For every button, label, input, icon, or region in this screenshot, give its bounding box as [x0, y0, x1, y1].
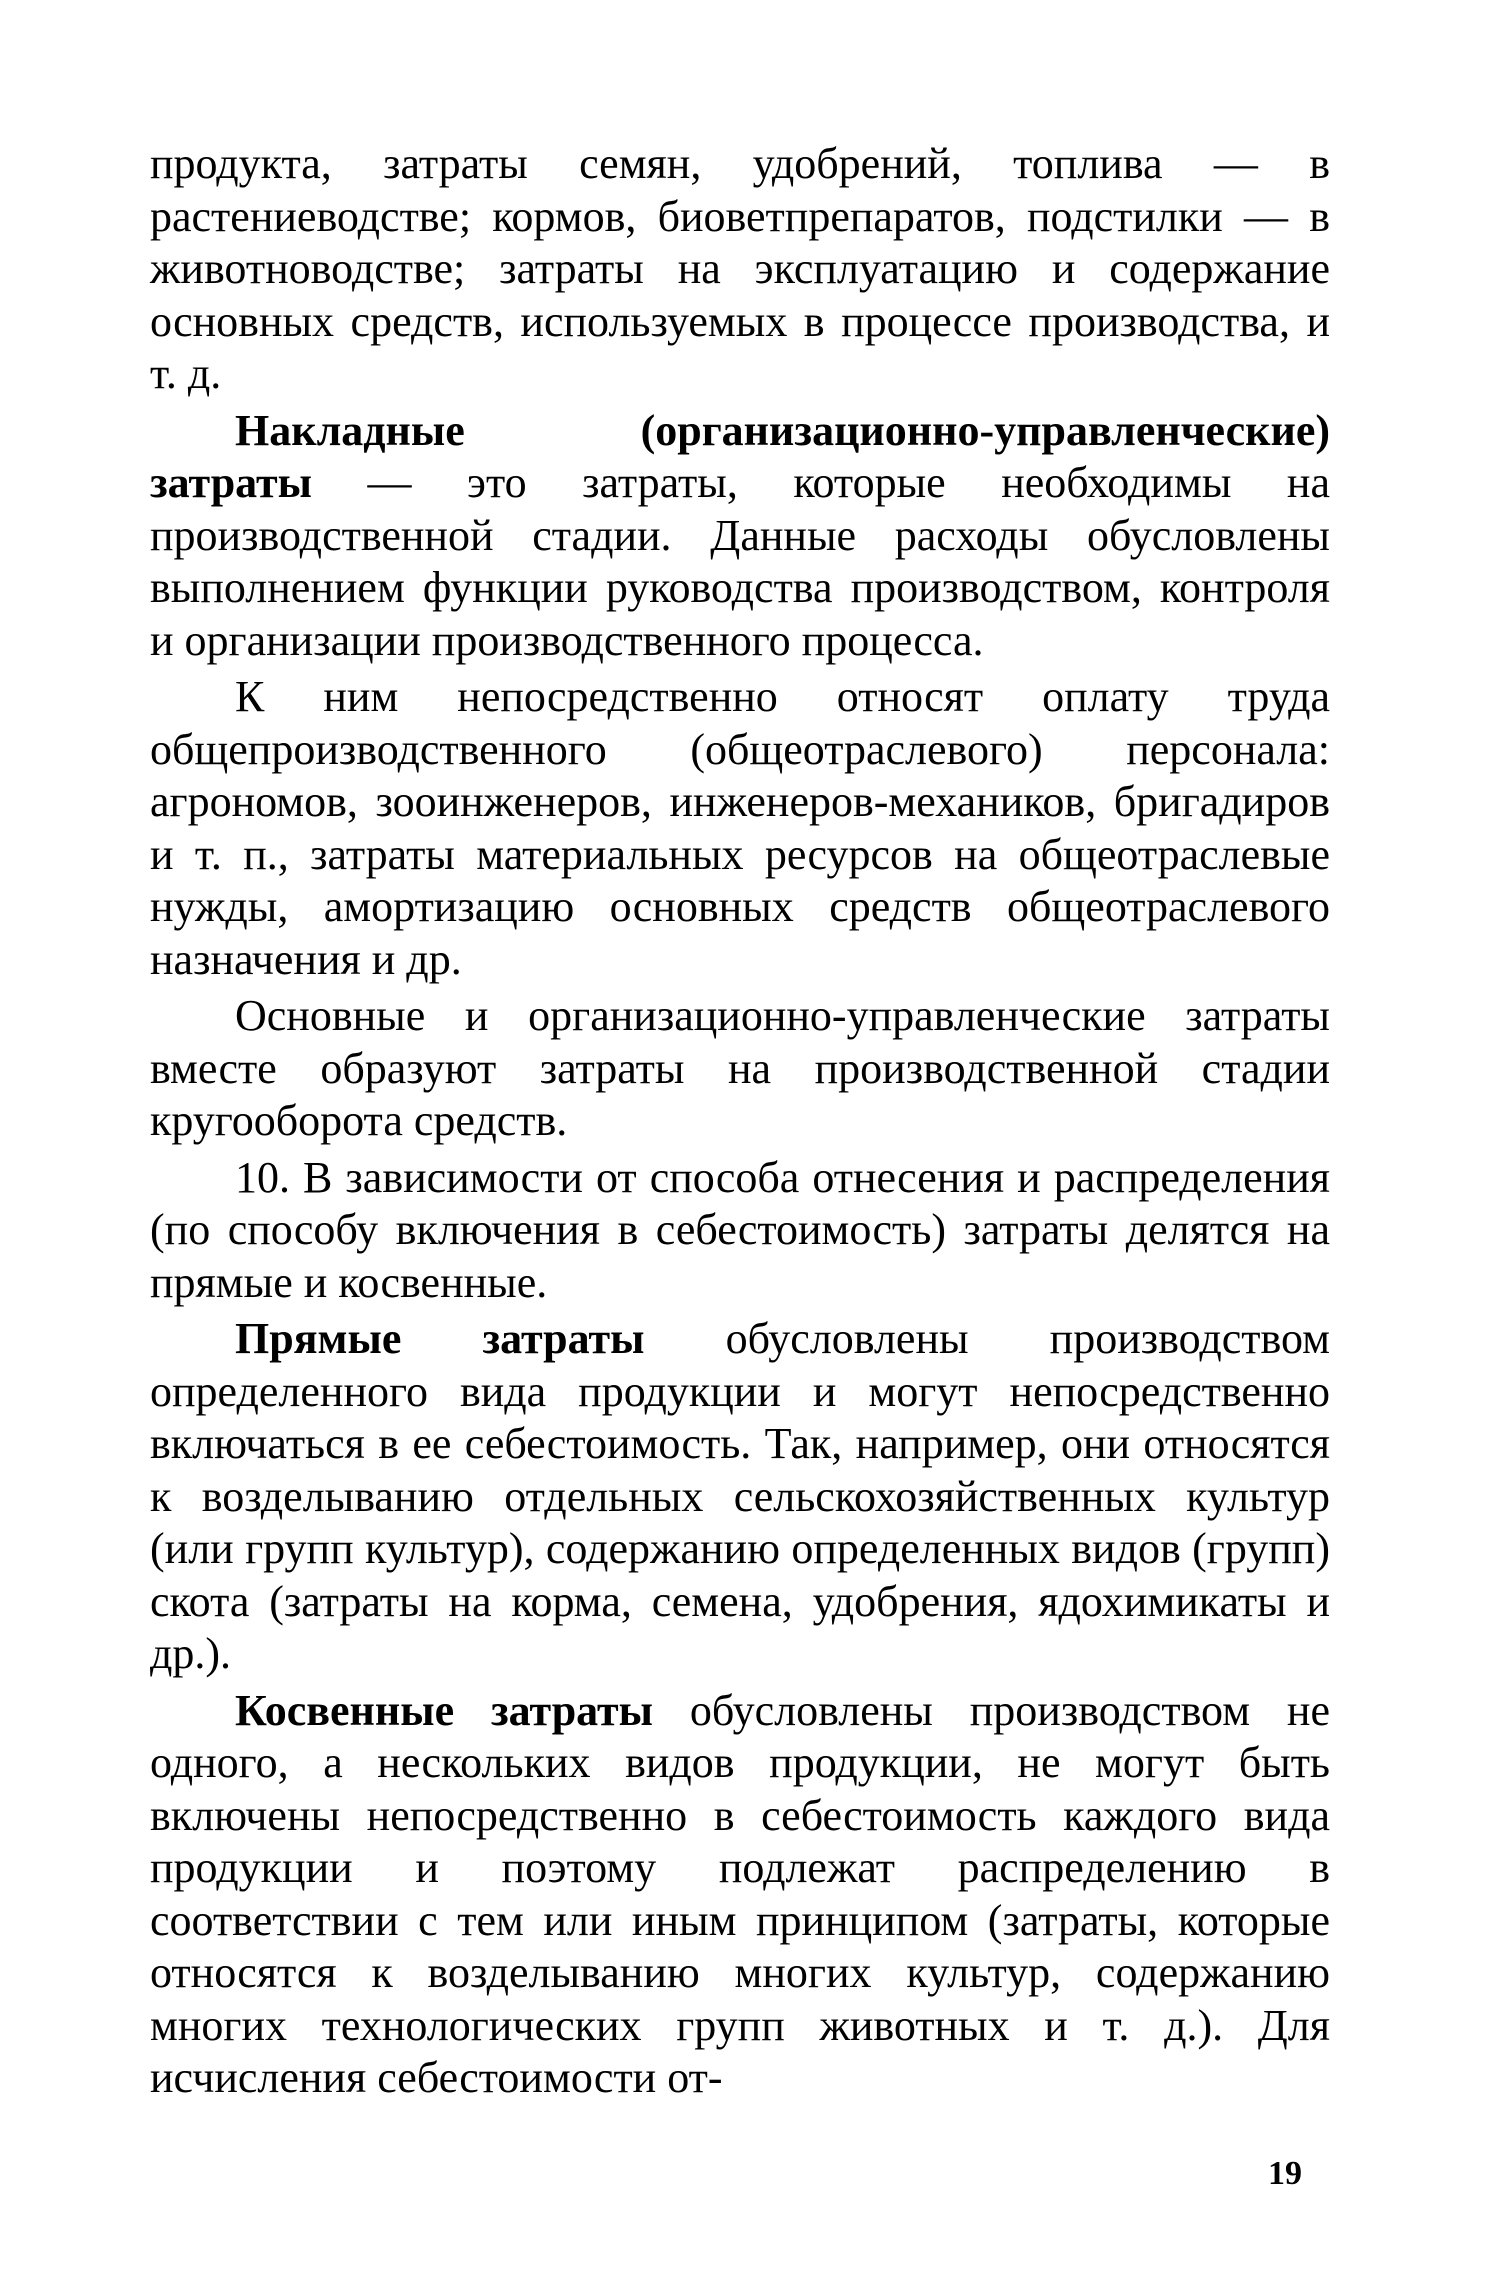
- term-direct-costs: Прямые затраты: [235, 1314, 645, 1363]
- paragraph-classification-10: 10. В зависимости от способа отнесения и распределения (по способу включения в себестоимость) затраты делятся на прямые и косвенные.: [150, 1152, 1330, 1307]
- paragraph-continuation: продукта, затраты семян, удобрений, топлива — в растениеводстве; кормов, биоветпрепаратов, подстилки — в животноводстве; затраты на эксплуатацию и содержание основных средств, используемых в процессе производства, и т. д.: [150, 139, 1330, 398]
- term-overhead-costs: Накладные (организационно-управленческие) затраты: [150, 405, 1330, 507]
- paragraph-direct-costs: [150, 1313, 1330, 1681]
- page-number: 19: [1268, 2155, 1302, 2192]
- paragraph-production-stage: Основные и организационно-управленческие затраты вместе образуют затраты на производственной стадии кругооборота средств.: [150, 991, 1330, 1145]
- paragraph-overhead-costs: [150, 405, 1330, 668]
- paragraph-direct-costs-text: обусловлены производством определенного вида продукции и могут непосредственно включаться в ее себестоимость. Так, например, они относятся к возделыванию отдельных сельскохозяйственных культур (или групп культур), содержанию определенных видов (групп) скота (затраты на корма, семена, удобрения, ядохимикаты и др.).: [150, 1314, 1330, 1678]
- page-body: [150, 138, 1330, 2105]
- paragraph-indirect-costs-text: обусловлены производством не одного, а нескольких видов продукции, не могут быть включены непосредственно в себестоимость каждого вида продукции и поэтому подлежат распределению в соответствии с тем или иным принципом (затраты, которые относятся к возделыванию многих культур, содержанию многих технологических групп животных и т. д.). Для исчисления себестоимости от-: [150, 1685, 1330, 2102]
- paragraph-indirect-costs: [150, 1685, 1330, 2105]
- paragraph-overhead-composition: К ним непосредственно относят оплату труда общепроизводственного (общеотраслевого) персонала: агрономов, зооинженеров, инженеров-механиков, бригадиров и т. п., затраты материальных ресурсов на общеотраслевые нужды, амортизацию основных средств общеотраслевого назначения и др.: [150, 672, 1330, 984]
- term-indirect-costs: Косвенные затраты: [235, 1685, 653, 1735]
- paragraph-overhead-costs-text: — это затраты, которые необходимы на производственной стадии. Данные расходы обусловлены выполнением функции руководства производством, контроля и организации производственного процесса.: [150, 458, 1330, 665]
